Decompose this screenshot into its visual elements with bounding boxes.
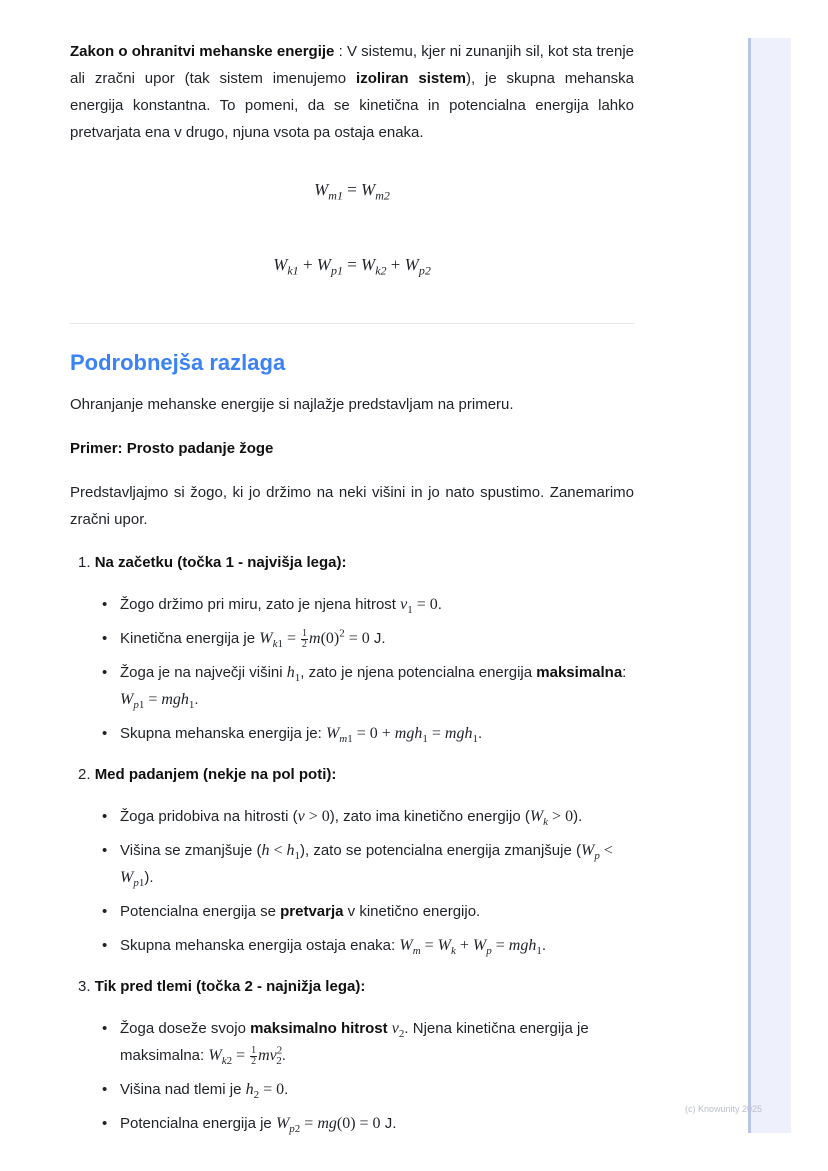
step-2	[70, 761, 634, 959]
list-item: • Žogo držimo pri miru, zato je njena hitrost $v_1 = 0$.	[70, 591, 634, 618]
law-term: Zakon o ohranitvi mehanske energije	[70, 43, 335, 60]
intro-paragraph	[70, 38, 634, 146]
list-item: • Žoga je na največji višini $h_1$, zato je njena potencialna energija maksimalna: $W_{p1} = mgh_1$.	[70, 659, 634, 713]
isolated-system-term: izoliran sistem	[356, 70, 466, 87]
step-number: 3.	[78, 977, 91, 995]
step-title: Med padanjem (nekje na pol poti):	[94, 765, 337, 783]
list-item: • Potencialna energija je $W_{p2} = mg(0) = 0$ J.	[70, 1110, 634, 1137]
list-item: • Žoga doseže svojo maksimalno hitrost $v_2$. Njena kinetična energija je maksimalna: $W_{k2}$ = $\frac{1}{2}$ $mv^2_2$.	[70, 1015, 634, 1069]
step-number: 2.	[78, 765, 91, 783]
list-item: • Višina nad tlemi je $h_2 = 0$.	[70, 1076, 634, 1103]
equation-kinetic-potential: $W_{k1} + W_{p1} = W_{k2} + W_{p2}$	[273, 255, 431, 278]
step-3	[70, 973, 634, 1137]
example-text: Predstavljajmo si žogo, ki jo držimo na neki višini in jo nato spustimo. Zanemarimo zračni upor.	[70, 483, 634, 528]
list-item: • Višina se zmanjšuje $(h < h_1)$, zato se potencialna energija zmanjšuje $(W_p < W_{p1})$.	[70, 837, 634, 891]
copyright-watermark: (c) Knowunity 2025	[685, 1104, 763, 1114]
list-item: • Skupna mehanska energija ostaja enaka: $W_m = W_k + W_p = mgh_1$.	[70, 932, 634, 959]
steps-list	[70, 549, 634, 1137]
section-intro: Ohranjanje mehanske energije si najlažje predstavljam na primeru.	[70, 395, 514, 413]
list-item: • Kinetična energija je $W_{k1}$ = $\frac{1}{2}$ $m(0)^2 = 0$ J.	[70, 625, 634, 652]
list-item: • Žoga pridobiva na hitrosti (v > 0), zato ima kinetično energijo $(W_k > 0)$.	[70, 803, 634, 830]
document-page	[70, 38, 634, 1137]
list-item: • Skupna mehanska energija je: $W_{m1} = 0 + mgh_1 = mgh_1$.	[70, 720, 634, 747]
example-title: Primer: Prosto padanje žoge	[70, 439, 274, 457]
step-1	[70, 549, 634, 747]
intro-text-1: : V sistemu, kjer ni zunanjih sil, kot sta trenje ali zračni upor (tak sistem imenujemo	[70, 43, 634, 87]
step-number: 1.	[78, 553, 91, 571]
step-title: Na začetku (točka 1 - najvišja lega):	[94, 553, 347, 571]
section-heading: Podrobnejša razlaga	[70, 349, 286, 375]
list-item: • Potencialna energija se pretvarja v kinetično energijo.	[70, 898, 634, 925]
intro-text-2: ), je skupna mehanska energija konstantna. To pomeni, da se kinetična in potencialna energija lahko pretvarjata ena v drugo, njuna vsota pa ostaja enaka.	[70, 70, 635, 141]
page-edge-panel	[748, 38, 791, 1133]
equation-mechanical-energy: $W_{m1} = W_{m2}$	[314, 180, 390, 203]
step-title: Tik pred tlemi (točka 2 - najnižja lega):	[94, 977, 366, 995]
